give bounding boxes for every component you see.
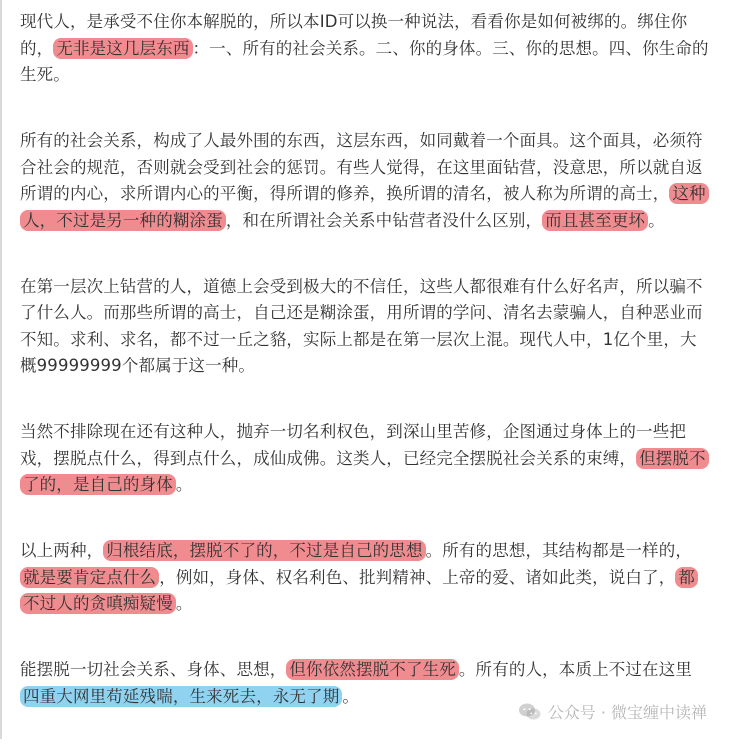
text-segment: 。: [342, 686, 360, 706]
highlighted-text-red: 而且甚至更坏: [542, 210, 648, 231]
highlighted-text-red: 无非是这几层东西: [53, 38, 192, 59]
text-segment: 。: [175, 594, 193, 613]
text-segment: 。所有的人，本质上不过在这里: [458, 660, 693, 679]
text-segment: 当然不排除现在还有这种人，抛弃一切名利权色，到深山里苦修，企图通过身体上的一些把戏，摆脱点什么，得到点什么，成仙成佛。这类人，已经完全摆脱社会关系的束缚，: [20, 422, 686, 468]
highlighted-text-blue: 四重大网里苟延残喘，生来死去，永无了期: [20, 686, 342, 707]
text-segment: 以上两种，: [20, 541, 104, 560]
text-segment: ，例如，身体、权名利色、批判精神、上帝的爱、诸如此类，说白了，: [159, 567, 676, 587]
paragraph-4: [20, 419, 710, 499]
text-segment: 。所有的思想，其结构都是一样的，: [425, 541, 693, 560]
text-segment: 。: [175, 475, 193, 494]
text-segment: ：一、所有的社会关系。二、你的身体。三、你的思想。四、你生命的生死。: [20, 38, 709, 84]
highlighted-text-red: 就是要肯定点什么: [20, 567, 159, 588]
text-segment: 所有的社会关系，构成了人最外围的东西，这层东西，如同戴着一个面具。这个面具，必须符合社会的规范，否则就会受到社会的惩罚。有些人觉得，在这里面钻营，没意思，所以就自返所谓的内心，求所谓内心的平衡，得所谓的修养，换所谓的清名，被人称为所谓的高士，: [20, 131, 703, 203]
paragraph-1: [20, 9, 710, 89]
text-segment: ，和在所谓社会关系中钻营者没什么区别，: [225, 210, 543, 230]
watermark-text: 公众号 · 微宝缠中读禅: [547, 703, 707, 722]
highlighted-text-red: 归根结底，摆脱不了的，不过是自己的思想: [103, 540, 425, 561]
text-segment: 现代人，是承受不住你本解脱的，所以本ID可以换一种说法，看看你是如何被绑的。绑住你的，: [20, 12, 688, 58]
paragraph-3: [20, 274, 710, 380]
text-segment: 在第一层次上钻营的人，道德上会受到极大的不信任，这些人都很难有什么好名声，所以骗不了什么人。而那些所谓的高士，自己还是糊涂蛋，用所谓的学问、清名去蒙骗人，自种恶业而不知。求利、求名，都不过一丘之貉，实际上都是在第一层次上混。现代人中，1亿个里，大概99999999个都属于这一种。: [20, 276, 703, 375]
highlighted-text-red: 这种人，不过是另一种的糊涂蛋: [20, 183, 709, 231]
highlighted-text-red: 但你依然摆脱不了生死: [286, 659, 459, 680]
highlighted-text-red: 都不过人的贪嗔痴疑慢: [20, 567, 698, 615]
article-body: [20, 9, 710, 750]
text-segment: 能摆脱一切社会关系、身体、思想，: [20, 660, 287, 679]
highlighted-text-red: 但摆脱不了的，是自己的身体: [20, 448, 709, 496]
paragraph-2: [20, 128, 710, 234]
left-divider: [0, 0, 2, 739]
text-segment: 。: [648, 210, 665, 230]
paragraph-5: [20, 538, 710, 618]
paragraph-6: [20, 657, 710, 710]
